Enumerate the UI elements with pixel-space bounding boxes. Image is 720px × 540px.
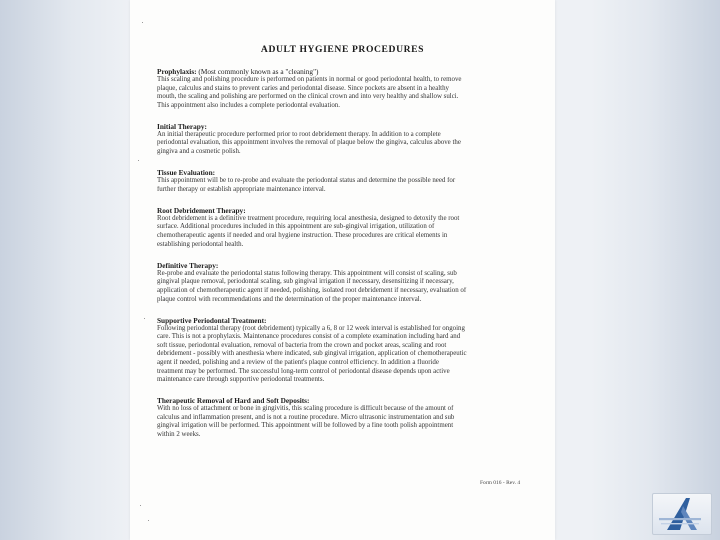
section-text-line: periodontal evaluation, this appointment involves the removal of plaque below the gingiva, calculus above the: [157, 139, 461, 147]
section-text-line: This appointment also includes a complete periodontal evaluation.: [157, 101, 340, 109]
section-text-line: agent if needed, polishing and a review of the patient's plaque control efficiency. In addition a fluoride: [157, 358, 439, 366]
procedure-section: [157, 261, 533, 304]
document-title: ADULT HYGIENE PROCEDURES: [260, 44, 425, 55]
section-text-line: gingiva and a cosmetic polish.: [157, 148, 241, 156]
procedure-sections: [157, 67, 533, 451]
procedure-section: [157, 396, 533, 439]
section-heading-text: Prophylaxis:: [157, 67, 197, 76]
section-text-line: treatment may be performed. The successful long-term control of periodontal disease depends upon active: [157, 367, 450, 375]
section-heading-text: Supportive Periodontal Treatment:: [157, 315, 267, 325]
section-heading: [157, 206, 533, 215]
procedure-section: [157, 316, 533, 385]
section-text-line: surface. Additional procedures included in this appointment are sub-gingival irrigation, utilization of: [157, 223, 435, 231]
section-heading-text: Therapeutic Removal of Hard and Soft Deposits:: [157, 396, 310, 406]
section-text-line: mouth, the scaling and polishing are performed on the clinical crown and into very healthy and shallow sulci.: [157, 93, 459, 101]
scan-speck: [138, 160, 139, 161]
procedure-section: [157, 122, 533, 157]
section-text-line: chemotherapeutic agents if needed and oral hygiene instruction. These procedures are critical elements in: [157, 232, 448, 240]
section-text-line: Root debridement is a definitive treatment procedure, requiring local anesthesia, designed to detoxify the root: [157, 214, 460, 222]
procedure-section: [157, 168, 533, 194]
section-text-line: further therapy or establish appropriate maintenance interval.: [157, 185, 326, 193]
section-heading: [157, 67, 533, 76]
section-subheading: (Most commonly known as a "cleaning"): [196, 67, 319, 76]
section-heading-text: Definitive Therapy:: [157, 260, 219, 270]
section-text-line: care. This is not a prophylaxis. Maintenance procedures consist of a complete examination including hard and: [157, 333, 461, 341]
section-text-line: With no loss of attachment or bone in gingivitis, this scaling procedure is difficult because of the amount of: [157, 405, 454, 413]
section-heading: [157, 396, 533, 405]
section-text-line: application of chemotherapeutic agent if needed, polishing, isolated root debridement if necessary, evaluation of: [157, 286, 467, 294]
form-number: Form 016 - Rev. 4: [480, 480, 521, 486]
section-text-line: plaque control with recommendations and the determination of the proper maintenance interval.: [157, 295, 422, 303]
section-heading: [157, 168, 533, 177]
section-text-line: gingival irrigation will be performed. This appointment will be followed by a fine tooth polish appointment: [157, 422, 454, 430]
section-heading: [157, 122, 533, 131]
section-text-line: This appointment will be to re-probe and evaluate the periodontal status and determine the possible need for: [157, 177, 456, 185]
section-heading-text: Root Debridement Therapy:: [157, 205, 246, 215]
scanned-document-page: [130, 0, 555, 540]
section-text-line: This scaling and polishing procedure is performed on patients in normal or good periodontal health, to remove: [157, 76, 462, 83]
scan-speck: [142, 22, 143, 23]
section-heading: [157, 261, 533, 270]
scan-speck: [144, 318, 145, 319]
section-heading-text: Initial Therapy:: [157, 121, 207, 131]
section-text-line: calculus and inflammation present, and is not a routine procedure. Micro ultrasonic instrumentation and sub: [157, 413, 455, 421]
section-heading-text: Tissue Evaluation:: [157, 168, 216, 178]
section-text-line: maintenance care through supportive periodontal treatments.: [157, 376, 325, 384]
scan-speck: [148, 520, 149, 521]
section-text-line: gingival plaque removal, periodontal scaling, sub gingival irrigation if necessary, desensitizing if necessary,: [157, 278, 454, 286]
section-text-line: Following periodontal therapy (root debridement) typically a 6, 8 or 12 week interval is established for ongoing: [157, 324, 465, 332]
section-text-line: within 2 weeks.: [157, 431, 201, 439]
procedure-section: [157, 67, 533, 110]
section-heading: [157, 316, 533, 325]
section-text-line: plaque, calculus and stains to prevent caries and periodontal disease. Since pockets are absent in a healthy: [157, 84, 449, 92]
section-text-line: An initial therapeutic procedure performed prior to root debridement therapy. In addition to a complete: [157, 130, 441, 138]
company-logo-a-icon: [652, 493, 712, 535]
scan-speck: [140, 505, 141, 506]
section-text-line: establishing periodontal health.: [157, 240, 244, 248]
section-text-line: debridement - possibly with anesthesia where indicated, sub gingival irrigation, application of chemotherapeutic: [157, 350, 467, 358]
section-text-line: Re-probe and evaluate the periodontal status following therapy. This appointment will consist of scaling, sub: [157, 269, 457, 277]
procedure-section: [157, 206, 533, 249]
section-text-line: soft tissue, periodontal evaluation, removal of bacteria from the crown and pocket areas, scaling and root: [157, 341, 447, 349]
